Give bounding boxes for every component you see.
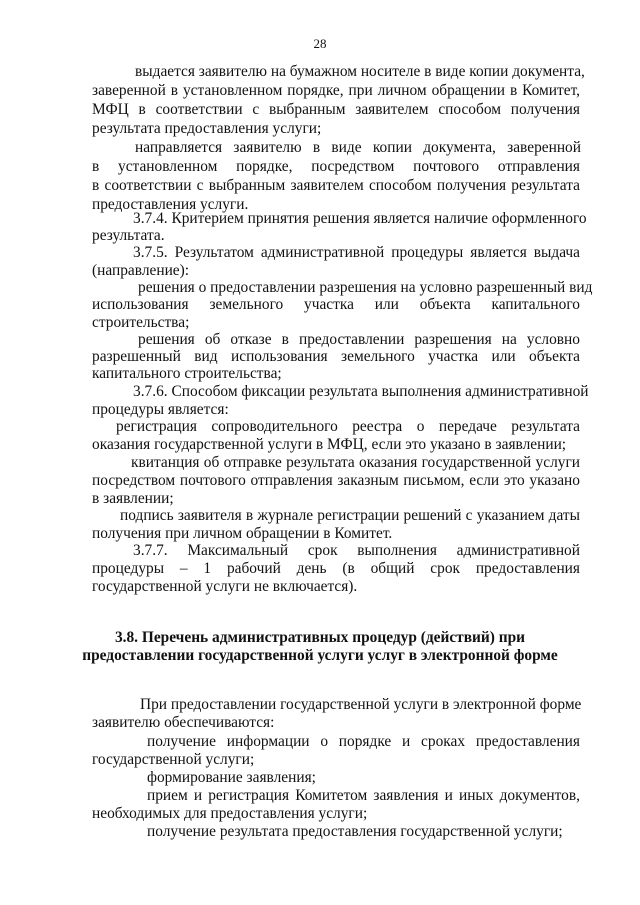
text-line: результата.: [92, 227, 165, 244]
text-line: процедуры является:: [92, 401, 229, 418]
text-line: в заявлении;: [92, 490, 174, 507]
text-line: (направление):: [92, 262, 190, 279]
text-line: При предоставлении государственной услуги в электронной форме: [140, 696, 582, 713]
text-line: государственной услуги;: [92, 751, 255, 768]
text-line: получение результата предоставления государственной услуги;: [147, 823, 563, 840]
text-line: регистрация сопроводительного реестра о передаче результата: [116, 418, 580, 435]
section-heading-line: 3.8. Перечень административных процедур (действий) при: [114, 629, 526, 646]
text-line: формирование заявления;: [147, 769, 316, 786]
text-line: 3.7.5. Результатом административной процедуры является выдача: [133, 244, 580, 261]
text-line: результата предоставления услуги;: [92, 120, 322, 137]
text-line: квитанция об отправке результата оказания государственной услуги: [131, 454, 580, 471]
page-number: 28: [313, 36, 327, 51]
text-line: МФЦ в соответствии с выбранным заявителем способом получения: [92, 101, 580, 118]
text-line: капитального строительства;: [92, 365, 282, 382]
text-line: предоставления услуги.: [92, 196, 249, 213]
text-line: посредством почтового отправления заказным письмом, если это указано: [92, 472, 580, 489]
text-line: в соответствии с выбранным заявителем способом получения результата: [92, 177, 580, 194]
text-line: использования земельного участка или объекта капитального: [92, 296, 580, 313]
text-line: решения о предоставлении разрешения на условно разрешенный вид: [138, 279, 593, 296]
text-line: процедуры – 1 рабочий день (в общий срок предоставления: [92, 560, 580, 577]
text-line: решения об отказе в предоставлении разрешения на условно: [138, 331, 580, 348]
text-line: направляется заявителю в виде копии документа, заверенной: [135, 139, 581, 156]
text-line: строительства;: [92, 314, 190, 331]
text-line: разрешенный вид использования земельного участка или объекта: [92, 348, 580, 365]
text-line: оказания государственной услуги в МФЦ, если это указано в заявлении;: [92, 436, 567, 453]
text-line: в установленном порядке, посредством почтового отправления: [92, 158, 580, 175]
text-line: 3.7.4. Критерием принятия решения является наличие оформленного: [133, 210, 587, 227]
text-line: получения при личном обращении в Комитет.: [92, 525, 393, 542]
text-line: 3.7.7. Максимальный срок выполнения административной: [133, 542, 580, 559]
text-line: выдается заявителю на бумажном носителе в виде копии документа,: [135, 63, 585, 80]
text-line: прием и регистрация Комитетом заявления и иных документов,: [147, 787, 580, 804]
text-line: заверенной в установленном порядке, при личном обращении в Комитет,: [92, 82, 580, 99]
section-heading-line: предоставлении государственной услуги услуг в электронной форме: [82, 647, 558, 664]
text-line: получение информации о порядке и сроках предоставления: [147, 733, 580, 750]
text-line: необходимых для предоставления услуги;: [92, 805, 368, 822]
text-line: заявителю обеспечиваются:: [92, 714, 275, 731]
text-line: 3.7.6. Способом фиксации результата выполнения административной: [133, 383, 589, 400]
text-line: подпись заявителя в журнале регистрации решений с указанием даты: [120, 507, 580, 524]
text-line: государственной услуги не включается).: [92, 578, 358, 595]
